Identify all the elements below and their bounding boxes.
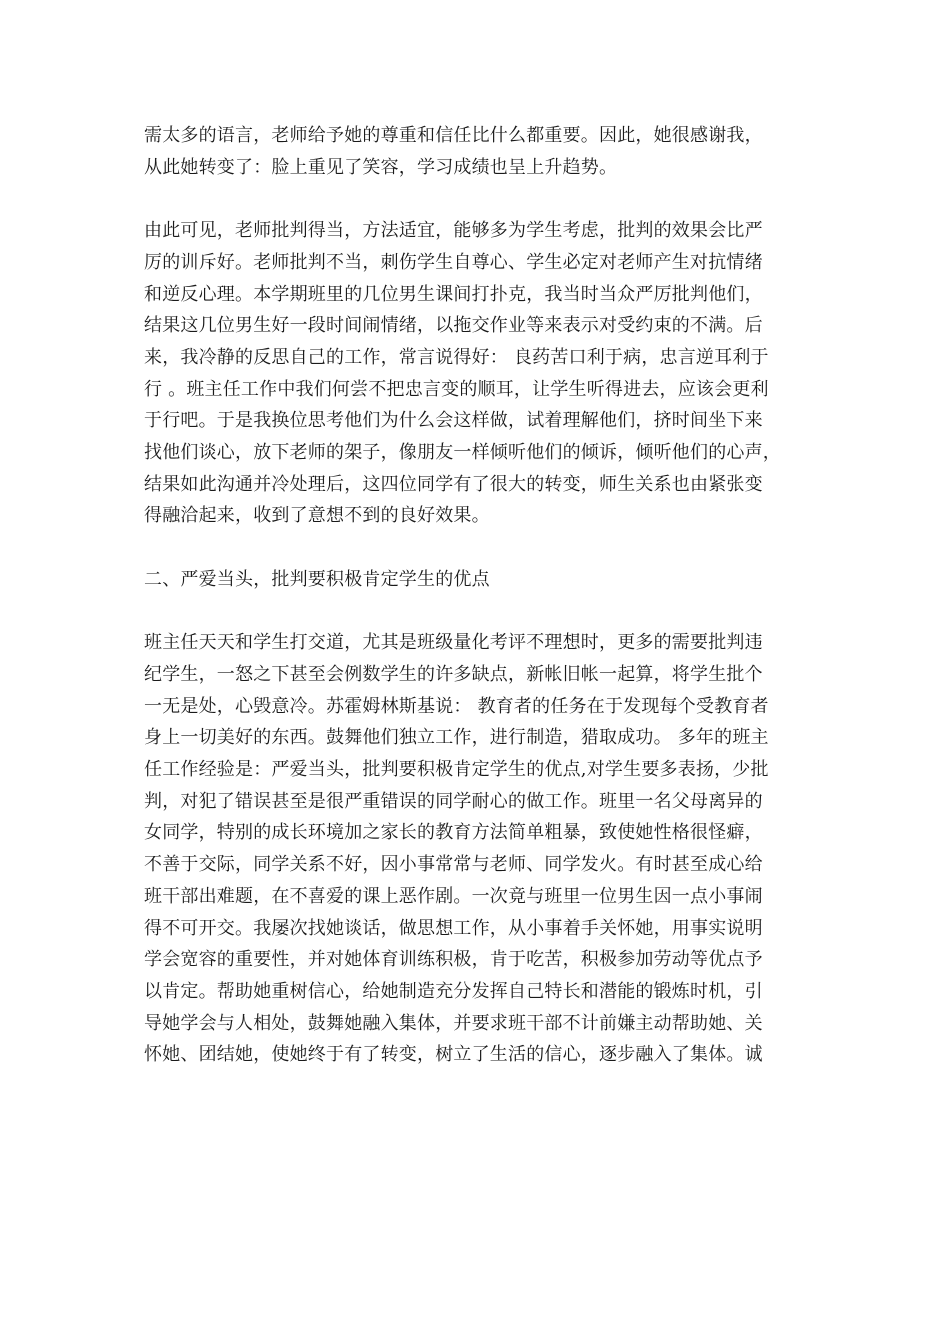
text-line: 行 。班主任工作中我们何尝不把忠言变的顺耳，让学生听得进去，应该会更利	[144, 378, 769, 400]
paragraph-1	[144, 120, 814, 183]
text-line: 结果这几位男生好一段时间闹情绪，以拖交作业等来表示对受约束的不满。后	[144, 315, 763, 337]
text-line: 怀她、团结她，使她终于有了转变，树立了生活的信心，逐步融入了集体。诚	[144, 1044, 763, 1066]
text-line: 和逆反心理。本学期班里的几位男生课间打扑克，我当时当众严厉批判他们，	[144, 283, 763, 305]
text-line: 导她学会与人相处，鼓舞她融入集体，并要求班干部不计前嫌主动帮助她、关	[144, 1012, 763, 1034]
text-line: 学会宽容的重要性，并对她体育训练积极，肯于吃苦，积极参加劳动等优点予	[144, 949, 763, 971]
text-line: 身上一切美好的东西。鼓舞他们独立工作，进行制造，猎取成功。 多年的班主	[144, 727, 769, 749]
text-line: 一无是处，心毁意冷。苏霍姆林斯基说： 教育者的任务在于发现每个受教育者	[144, 695, 769, 717]
text-line: 以肯定。帮助她重树信心，给她制造充分发挥自己特长和潜能的锻炼时机，引	[144, 980, 763, 1002]
text-line: 纪学生，一怒之下甚至会例数学生的许多缺点，新帐旧帐一起算，将学生批个	[144, 663, 763, 685]
text-line: 来，我冷静的反思自己的工作，常言说得好： 良药苦口利于病，忠言逆耳利于	[144, 346, 769, 368]
paragraph-spacer	[144, 596, 814, 628]
paragraph-spacer	[144, 183, 814, 215]
text-line: 由此可见，老师批判得当，方法适宜，能够多为学生考虑，批判的效果会比严	[144, 220, 763, 242]
text-line: 从此她转变了：脸上重见了笑容，学习成绩也呈上升趋势。	[144, 156, 618, 178]
text-line: 班主任天天和学生打交道，尤其是班级量化考评不理想时，更多的需要批判违	[144, 632, 763, 654]
text-line: 班干部出难题，在不喜爱的课上恶作剧。一次竟与班里一位男生因一点小事闹	[144, 885, 763, 907]
paragraph-2	[144, 215, 814, 532]
text-line: 任工作经验是：严爱当头，批判要积极肯定学生的优点,对学生要多表扬，少批	[144, 759, 769, 781]
text-line: 找他们谈心，放下老师的架子，像朋友一样倾听他们的倾诉，倾听他们的心声，	[144, 442, 781, 464]
paragraph-3	[144, 627, 814, 1071]
text-line: 不善于交际，同学关系不好，因小事常常与老师、同学发火。有时甚至成心给	[144, 854, 763, 876]
text-line: 判，对犯了错误甚至是很严重错误的同学耐心的做工作。班里一名父母离异的	[144, 790, 763, 812]
text-line: 需太多的语言，老师给予她的尊重和信任比什么都重要。因此，她很感谢我，	[144, 125, 763, 146]
heading-line: 二、严爱当头，批判要积极肯定学生的优点	[144, 568, 490, 590]
text-line: 厉的训斥好。老师批判不当，刺伤学生自尊心、学生必定对老师产生对抗情绪	[144, 251, 763, 273]
text-line: 于行吧。于是我换位思考他们为什么会这样做，试着理解他们，挤时间坐下来	[144, 410, 763, 432]
section-heading	[144, 564, 814, 596]
text-line: 女同学，特别的成长环境加之家长的教育方法简单粗暴，致使她性格很怪癖，	[144, 822, 763, 844]
text-line: 得融洽起来，收到了意想不到的良好效果。	[144, 505, 490, 527]
text-line: 结果如此沟通并冷处理后，这四位同学有了很大的转变，师生关系也由紧张变	[144, 473, 763, 495]
document-page	[144, 120, 814, 1071]
paragraph-spacer	[144, 532, 814, 564]
text-line: 得不可开交。我屡次找她谈话，做思想工作，从小事着手关怀她，用事实说明	[144, 917, 763, 939]
